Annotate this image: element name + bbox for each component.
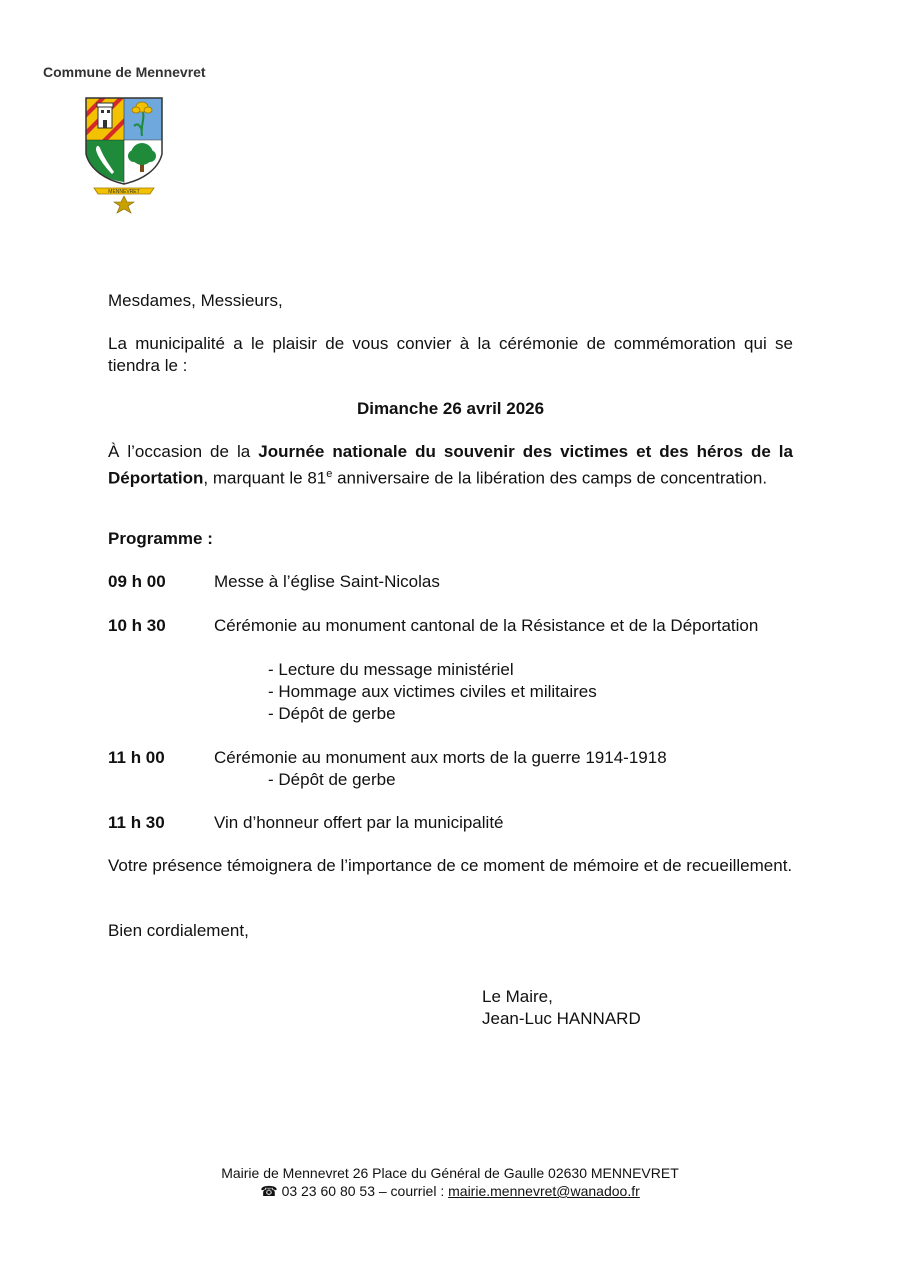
occasion-paragraph (108, 441, 793, 490)
occasion-prefix: À l’occasion de la (108, 442, 259, 461)
footer-contact (0, 1182, 900, 1200)
phone-icon: ☎ (260, 1183, 278, 1199)
event-date: Dimanche 26 avril 2026 (356, 399, 545, 418)
programme-subitem: - Hommage aux victimes civiles et militaires (268, 682, 597, 701)
regards: Bien cordialement, (108, 921, 249, 940)
programme-subitem: - Dépôt de gerbe (268, 770, 396, 789)
crest-ribbon-text: MENNEVRET (108, 189, 140, 195)
occasion-title: Journée nationale du souvenir des victimes et des héros de la Déportation (108, 442, 793, 488)
commune-name: Commune de Mennevret (43, 64, 206, 80)
signature-title: Le Maire, (482, 987, 553, 1006)
programme-subitem: - Lecture du message ministériel (268, 660, 514, 679)
programme-event: Vin d’honneur offert par la municipalité (214, 813, 504, 832)
salutation: Mesdames, Messieurs, (108, 291, 283, 310)
footer-phone: 03 23 60 80 53 – courriel : (281, 1183, 449, 1199)
programme-event: Messe à l’église Saint-Nicolas (214, 572, 440, 591)
programme-time: 10 h 30 (108, 616, 166, 635)
iris-quarter (124, 98, 162, 140)
programme-title: Programme : (108, 529, 213, 548)
cross-medal-icon (114, 196, 134, 213)
ordinal-suffix: e (326, 468, 333, 480)
occasion-mid: , marquant le 81 (203, 468, 327, 488)
occasion-suffix: anniversaire de la libération des camps de concentration. (332, 468, 768, 488)
closing-paragraph: Votre présence témoignera de l’importance de ce moment de mémoire et de recueillement. (108, 856, 793, 875)
programme-subitem: - Dépôt de gerbe (268, 704, 396, 723)
email-link[interactable]: mairie.mennevret@wanadoo.fr (448, 1183, 640, 1199)
programme-event: Cérémonie au monument aux morts de la guerre 1914-1918 (214, 748, 667, 767)
programme-event: Cérémonie au monument cantonal de la Résistance et de la Déportation (214, 616, 759, 635)
footer-address: Mairie de Mennevret 26 Place du Général de Gaulle 02630 MENNEVRET (221, 1165, 679, 1181)
programme-time: 11 h 30 (108, 813, 165, 832)
programme-time: 09 h 00 (108, 572, 166, 591)
coat-of-arms-logo (84, 96, 164, 216)
intro-paragraph: La municipalité a le plaisir de vous convier à la cérémonie de commémoration qui se tiendra le : (108, 334, 793, 375)
signature-name: Jean-Luc HANNARD (482, 1009, 641, 1028)
programme-time: 11 h 00 (108, 748, 165, 767)
